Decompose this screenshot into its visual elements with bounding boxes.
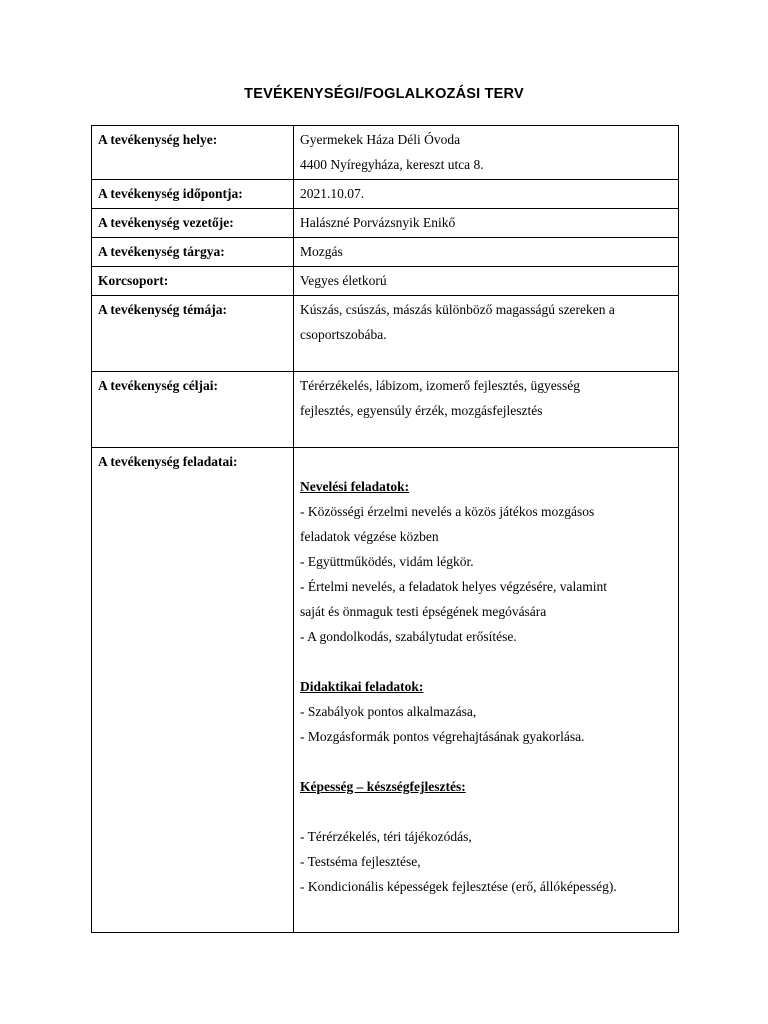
row-value [294, 296, 679, 372]
task-item: - Mozgásformák pontos végrehajtásának gyakorlása. [300, 729, 585, 744]
row-label: A tevékenység helye: [92, 126, 294, 180]
row-label: Korcsoport: [92, 267, 294, 296]
value-line: Kúszás, csúszás, mászás különböző magasságú szereken a [300, 302, 615, 317]
row-value [294, 372, 679, 448]
value-line: csoportszobába. [300, 327, 387, 342]
task-item: - Kondicionális képességek fejlesztése (erő, állóképesség). [300, 879, 617, 894]
value-line: Térérzékelés, lábizom, izomerő fejlesztés, ügyesség [300, 378, 580, 393]
table-row-age-group [92, 267, 679, 296]
task-item: - Együttműködés, vidám légkör. [300, 554, 474, 569]
row-label: A tevékenység vezetője: [92, 209, 294, 238]
row-label: A tevékenység feladatai: [92, 448, 294, 933]
row-label: A tevékenység céljai: [92, 372, 294, 448]
nevelesi-heading: Nevelési feladatok: [300, 479, 410, 494]
value-line: 4400 Nyíregyháza, kereszt utca 8. [300, 157, 484, 172]
table-row-tasks [92, 448, 679, 933]
spacer [300, 449, 672, 474]
task-item: - Szabályok pontos alkalmazása, [300, 704, 477, 719]
row-label: A tevékenység tárgya: [92, 238, 294, 267]
spacer [300, 799, 672, 824]
activity-plan-table [91, 125, 679, 933]
value-line: Gyermekek Háza Déli Óvoda [300, 132, 461, 147]
task-item: saját és önmaguk testi épségének megóvására [300, 604, 547, 619]
task-item: - Közösségi érzelmi nevelés a közös játékos mozgásos [300, 504, 595, 519]
table-row-subject [92, 238, 679, 267]
value-line: fejlesztés, egyensúly érzék, mozgásfejlesztés [300, 403, 543, 418]
table-row-goals [92, 372, 679, 448]
task-item: - A gondolkodás, szabálytudat erősítése. [300, 629, 517, 644]
table-row-topic [92, 296, 679, 372]
row-value: 2021.10.07. [294, 180, 679, 209]
task-item: - Testséma fejlesztése, [300, 854, 421, 869]
row-label: A tevékenység témája: [92, 296, 294, 372]
table-row-leader [92, 209, 679, 238]
row-value: Halászné Porvázsnyik Enikő [294, 209, 679, 238]
table-row-date [92, 180, 679, 209]
task-item: feladatok végzése közben [300, 529, 439, 544]
table-row-location [92, 126, 679, 180]
row-label: A tevékenység időpontja: [92, 180, 294, 209]
tasks-value [294, 448, 679, 933]
kepesseg-heading: Képesség – készségfejlesztés: [300, 779, 466, 794]
task-item: - Térérzékelés, téri tájékozódás, [300, 829, 472, 844]
row-value [294, 126, 679, 180]
row-value: Mozgás [294, 238, 679, 267]
spacer [300, 749, 672, 774]
row-value: Vegyes életkorú [294, 267, 679, 296]
page-title: TEVÉKENYSÉGI/FOGLALKOZÁSI TERV [244, 86, 524, 102]
spacer [300, 649, 672, 674]
task-item: - Értelmi nevelés, a feladatok helyes végzésére, valamint [300, 579, 607, 594]
didaktikai-heading: Didaktikai feladatok: [300, 679, 424, 694]
